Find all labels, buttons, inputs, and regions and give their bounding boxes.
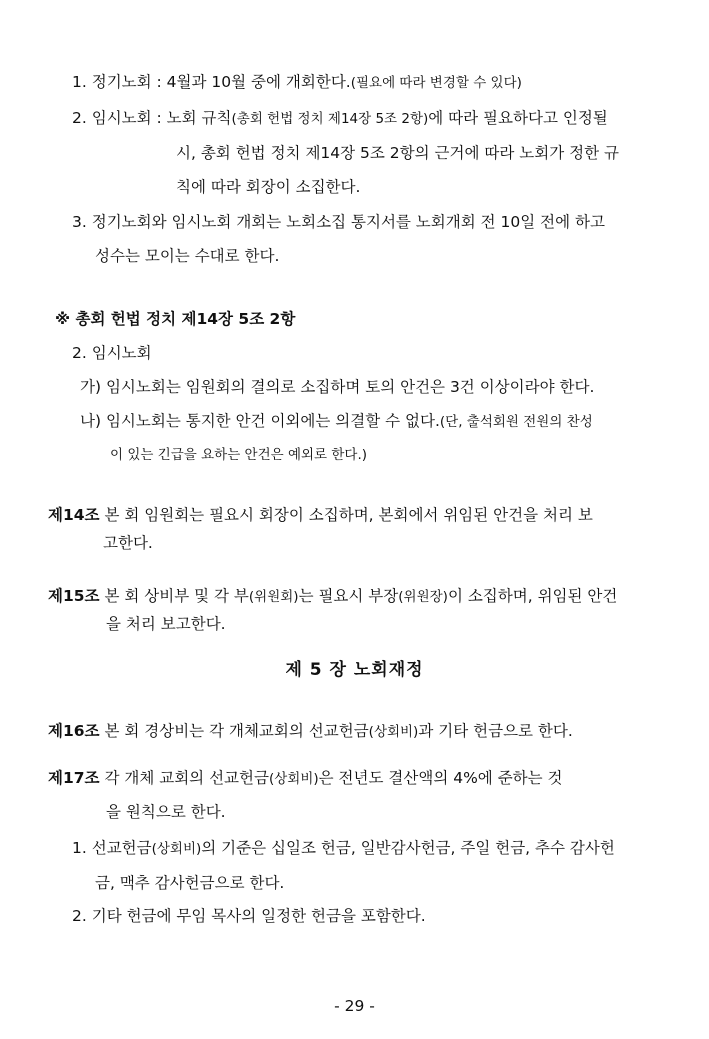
article-text: 각 개체 교회의 선교헌금 bbox=[99, 769, 269, 787]
article-note: (위원장) bbox=[398, 589, 448, 605]
note-item-a: 가) 임시노회는 임원회의 결의로 소집하며 토의 안건은 3건 이상이라야 한다. bbox=[80, 378, 595, 396]
chapter-heading: 제 5 장 노회재정 bbox=[285, 660, 424, 680]
article-17-item1-line2: 금, 맥추 감사헌금으로 한다. bbox=[95, 874, 285, 892]
article-17-item1 bbox=[72, 838, 615, 859]
article-text: 과 기타 헌금으로 한다. bbox=[418, 722, 573, 740]
article-14-line2: 고한다. bbox=[103, 534, 153, 552]
note-item-b-line2: 이 있는 긴급을 요하는 안건은 예외로 한다.) bbox=[110, 447, 368, 463]
note-heading: ※ 총회 헌법 정치 제14장 5조 2항 bbox=[55, 310, 296, 328]
article-text: 본 회 임원회는 필요시 회장이 소집하며, 본회에서 위임된 안건을 처리 보 bbox=[99, 506, 593, 524]
item-text: 1. 정기노회 : 4월과 10월 중에 개회한다. bbox=[72, 73, 351, 91]
item-note: (필요에 따라 변경할 수 있다) bbox=[350, 75, 522, 91]
article-16 bbox=[48, 721, 573, 742]
item-note: (총회 헌법 정치 제14장 5조 2항) bbox=[231, 111, 429, 127]
article-14 bbox=[48, 505, 593, 525]
article-note: (상회비) bbox=[368, 724, 419, 740]
item-special-assembly-line3: 칙에 따라 회장이 소집한다. bbox=[176, 178, 361, 196]
article-15 bbox=[48, 586, 617, 607]
article-label: 제16조 bbox=[48, 722, 100, 740]
article-text: 본 회 경상비는 각 개체교회의 선교헌금 bbox=[99, 722, 369, 740]
article-note: (위원회) bbox=[248, 589, 299, 605]
note-item-b-note: (단, 출석회원 전원의 찬성 bbox=[439, 414, 593, 430]
article-label: 제15조 bbox=[48, 587, 100, 605]
article-text: 는 필요시 부장 bbox=[298, 587, 399, 605]
article-text: 이 소집하며, 위임된 안건 bbox=[447, 587, 618, 605]
item-special-assembly-line2: 시, 총회 헌법 정치 제14장 5조 2항의 근거에 따라 노회가 정한 규 bbox=[176, 144, 619, 162]
article-17-item2: 2. 기타 헌금에 무임 목사의 일정한 헌금을 포함한다. bbox=[72, 907, 426, 925]
item-special-assembly bbox=[72, 108, 608, 129]
article-note: (상회비) bbox=[268, 771, 319, 787]
item-text: 2. 임시노회 : 노회 규칙 bbox=[72, 109, 232, 127]
item-note: (상회비) bbox=[151, 841, 202, 857]
item-notice-line2: 성수는 모이는 수대로 한다. bbox=[95, 247, 280, 265]
item-text: 에 따라 필요하다고 인정될 bbox=[428, 109, 608, 127]
article-label: 제17조 bbox=[48, 769, 100, 787]
page-number: - 29 - bbox=[334, 997, 375, 1015]
note-item-b-text: 나) 임시노회는 통지한 안건 이외에는 의결할 수 없다. bbox=[80, 412, 440, 430]
article-15-line2: 을 처리 보고한다. bbox=[106, 615, 226, 633]
article-17-line2: 을 원칙으로 한다. bbox=[106, 803, 226, 821]
item-regular-assembly bbox=[72, 72, 522, 93]
note-item-b bbox=[80, 411, 593, 432]
article-label: 제14조 bbox=[48, 506, 100, 524]
note-sub: 2. 임시노회 bbox=[72, 344, 152, 362]
article-text: 은 전년도 결산액의 4%에 준하는 것 bbox=[318, 769, 563, 787]
item-text: 의 기준은 십일조 헌금, 일반감사헌금, 주일 헌금, 추수 감사헌 bbox=[201, 839, 615, 857]
article-17 bbox=[48, 768, 563, 789]
item-notice: 3. 정기노회와 임시노회 개회는 노회소집 통지서를 노회개회 전 10일 전에 하고 bbox=[72, 213, 605, 231]
article-text: 본 회 상비부 및 각 부 bbox=[99, 587, 249, 605]
item-text: 1. 선교헌금 bbox=[72, 839, 152, 857]
